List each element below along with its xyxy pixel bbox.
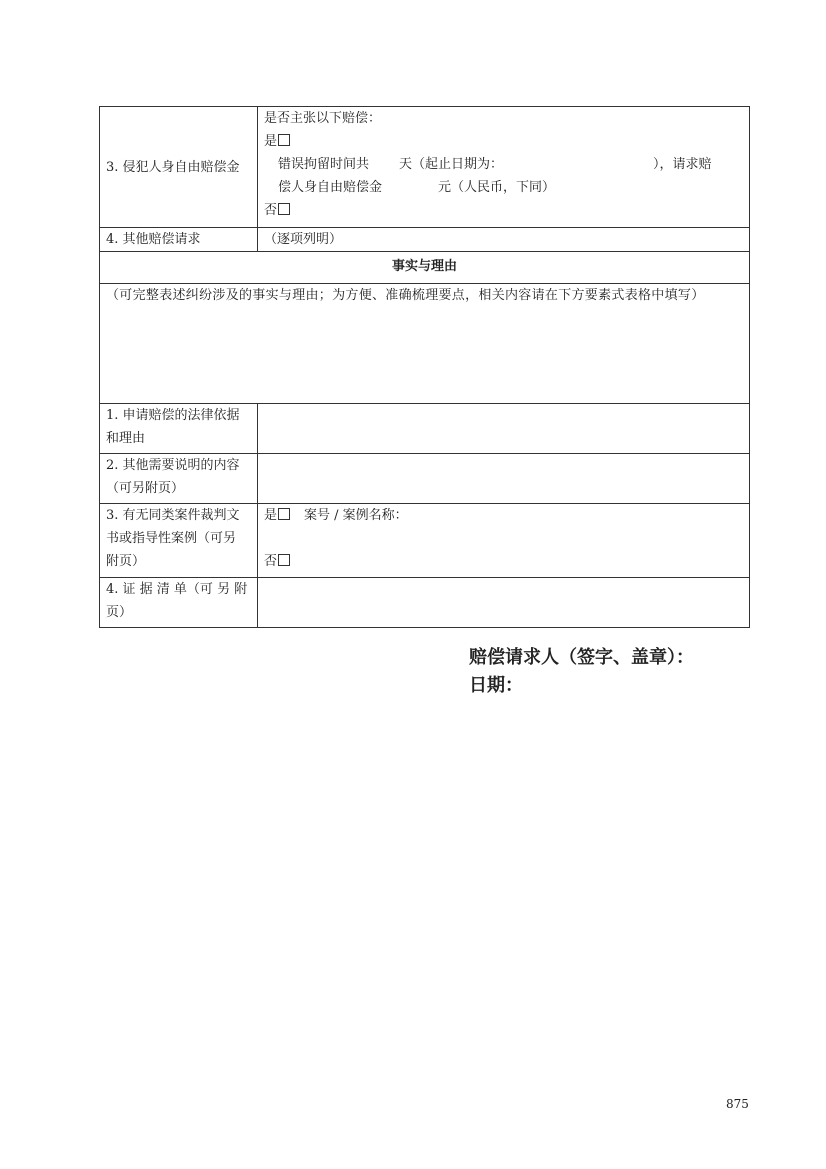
yes-option bbox=[264, 130, 743, 153]
similar-cases-label-line2: 书或指导性案例（可另 bbox=[106, 531, 237, 546]
no-label: 否 bbox=[264, 203, 278, 218]
row-facts-title bbox=[100, 252, 750, 284]
similar-cases-field bbox=[258, 504, 750, 578]
facts-title: 事实与理由 bbox=[100, 252, 750, 284]
compensation-form-table bbox=[99, 106, 750, 628]
other-notes-label-line1: 2. 其他需要说明的内容 bbox=[106, 458, 240, 473]
other-notes-label bbox=[100, 454, 258, 504]
compensation-amount-line bbox=[264, 176, 743, 199]
other-notes-field[interactable] bbox=[258, 454, 750, 504]
detention-detail-line bbox=[264, 153, 743, 176]
detention-dates-label: 天（起止日期为： bbox=[399, 157, 504, 172]
other-claims-content[interactable]: （逐项列明） bbox=[258, 228, 750, 252]
date-label: 日期： bbox=[469, 675, 523, 696]
yes-checkbox[interactable] bbox=[278, 134, 290, 146]
similar-cases-label bbox=[100, 504, 258, 578]
row-facts-note bbox=[100, 284, 750, 404]
request-label: ），请求赔 bbox=[653, 157, 712, 172]
cases-yes-label: 是 bbox=[264, 508, 278, 523]
claim-question: 是否主张以下赔偿： bbox=[264, 111, 382, 126]
no-checkbox[interactable] bbox=[278, 203, 290, 215]
facts-note[interactable]: （可完整表述纠纷涉及的事实与理由；为方便、准确梳理要点，相关内容请在下方要素式表格中填写） bbox=[100, 284, 750, 404]
similar-cases-label-line3: 附页） bbox=[106, 554, 146, 569]
legal-basis-label-line1: 1. 申请赔偿的法律依据 bbox=[106, 408, 240, 423]
page-number: 875 bbox=[726, 1097, 749, 1111]
cases-no-label: 否 bbox=[264, 554, 278, 569]
row-personal-freedom bbox=[100, 107, 750, 228]
legal-basis-field[interactable] bbox=[258, 404, 750, 454]
yes-label: 是 bbox=[264, 134, 278, 149]
other-notes-label-line2: （可另附页） bbox=[106, 481, 185, 496]
other-claims-label: 4. 其他赔偿请求 bbox=[100, 228, 258, 252]
evidence-label-line2: 页） bbox=[106, 605, 133, 620]
legal-basis-label bbox=[100, 404, 258, 454]
similar-cases-label-line1: 3. 有无同类案件裁判文 bbox=[106, 508, 240, 523]
evidence-label-line1: 4. 证 据 清 单（可 另 附 bbox=[106, 582, 248, 597]
row-other-notes bbox=[100, 454, 750, 504]
case-number-label: 案号 / 案例名称： bbox=[304, 508, 408, 523]
no-option bbox=[264, 199, 743, 222]
compensation-amount-label: 偿人身自由赔偿金 bbox=[278, 180, 383, 195]
cases-no-line bbox=[264, 550, 743, 573]
row-similar-cases bbox=[100, 504, 750, 578]
evidence-field[interactable] bbox=[258, 578, 750, 628]
personal-freedom-label: 3. 侵犯人身自由赔偿金 bbox=[100, 107, 258, 228]
cases-yes-checkbox[interactable] bbox=[278, 508, 290, 520]
row-other-claims bbox=[100, 228, 750, 252]
row-legal-basis bbox=[100, 404, 750, 454]
row-evidence bbox=[100, 578, 750, 628]
legal-basis-label-line2: 和理由 bbox=[106, 431, 146, 446]
currency-label: 元（人民币，下同） bbox=[438, 180, 556, 195]
cases-yes-line bbox=[264, 504, 743, 527]
evidence-label bbox=[100, 578, 258, 628]
cases-no-checkbox[interactable] bbox=[278, 554, 290, 566]
personal-freedom-content bbox=[258, 107, 750, 228]
claimant-signature-label: 赔偿请求人（签字、盖章）： bbox=[469, 647, 694, 668]
detention-days-label: 错误拘留时间共 bbox=[278, 157, 370, 172]
